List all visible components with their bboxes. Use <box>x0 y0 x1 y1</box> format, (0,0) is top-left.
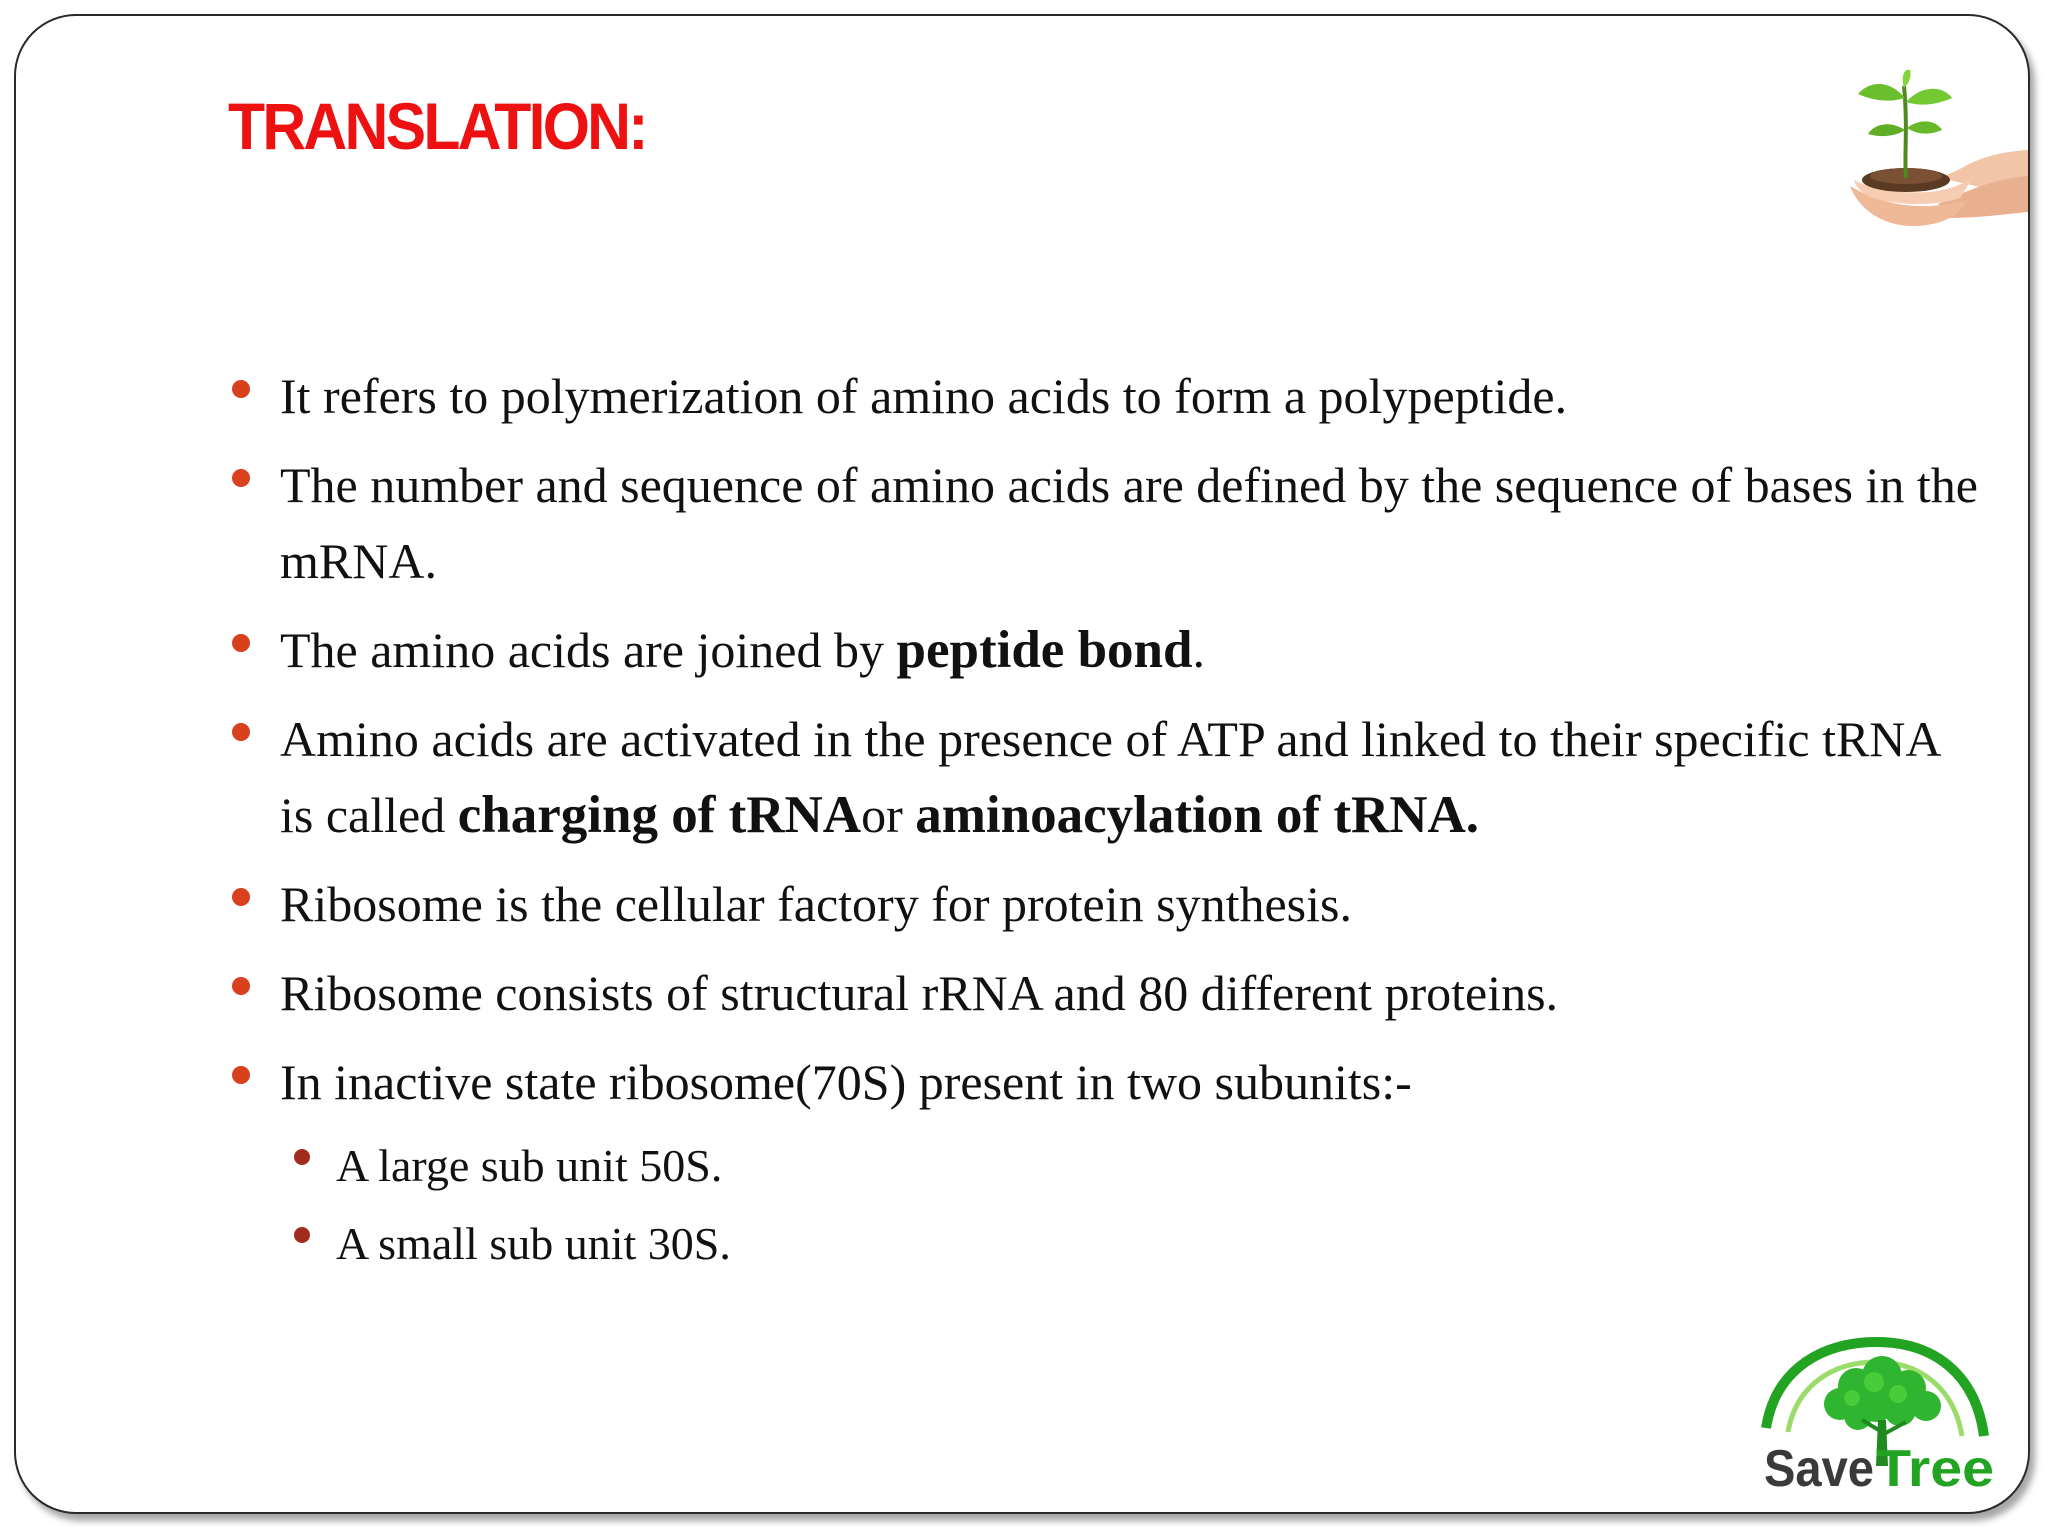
seedling-in-hands-icon <box>1828 68 2028 238</box>
bullet-text: Ribosome consists of structural rRNA and 80 different proteins. <box>280 965 1559 1021</box>
list-item <box>222 358 1982 434</box>
bullet-dot-icon <box>232 634 250 652</box>
list-item <box>222 701 1982 853</box>
bullet-text: The amino acids are joined by <box>280 622 897 678</box>
bullet-text: In inactive state ribosome(70S) present in two subunits:- <box>280 1054 1412 1110</box>
save-tree-logo-icon <box>1736 1336 2016 1496</box>
list-item <box>222 866 1982 942</box>
bullet-dot-icon <box>232 469 250 487</box>
bullet-dot-icon <box>232 380 250 398</box>
sub-bullet-dot-icon <box>294 1149 310 1165</box>
bullet-text: Amino acids are activated in the presence of ATP and linked to their specific tRNA is called <box>280 711 1939 843</box>
bullet-text: or <box>861 787 916 843</box>
bullet-bold-text: aminoacylation of tRNA. <box>915 786 1480 844</box>
sub-bullet-dot-icon <box>294 1227 310 1243</box>
bullet-dot-icon <box>232 977 250 995</box>
logo-word-tree: Tree <box>1876 1440 1994 1496</box>
bullet-dot-icon <box>232 1066 250 1084</box>
sub-bullet-text: A large sub unit 50S. <box>336 1140 723 1191</box>
list-item <box>222 612 1982 688</box>
bullet-bold-text: charging of tRNA <box>457 786 862 844</box>
slide <box>14 14 2030 1514</box>
list-item <box>222 447 1982 599</box>
logo-word-save: Save <box>1764 1440 1874 1496</box>
bullet-bold-text: peptide bond <box>896 621 1193 679</box>
bullet-dot-icon <box>232 723 250 741</box>
slide-title: TRANSLATION: <box>228 89 646 163</box>
bullet-text: It refers to polymerization of amino acids to form a polypeptide. <box>280 368 1568 424</box>
list-item <box>222 955 1982 1031</box>
bullet-text: Ribosome is the cellular factory for protein synthesis. <box>280 876 1352 932</box>
sub-bullet-text: A small sub unit 30S. <box>336 1218 731 1269</box>
sub-list-item <box>222 1211 1982 1277</box>
sub-list-item <box>222 1133 1982 1199</box>
list-item <box>222 1044 1982 1120</box>
bullet-text: . <box>1192 622 1205 678</box>
bullet-dot-icon <box>232 888 250 906</box>
bullet-list <box>222 358 1982 1289</box>
bullet-text: The number and sequence of amino acids are defined by the sequence of bases in the mRNA. <box>280 457 1978 589</box>
